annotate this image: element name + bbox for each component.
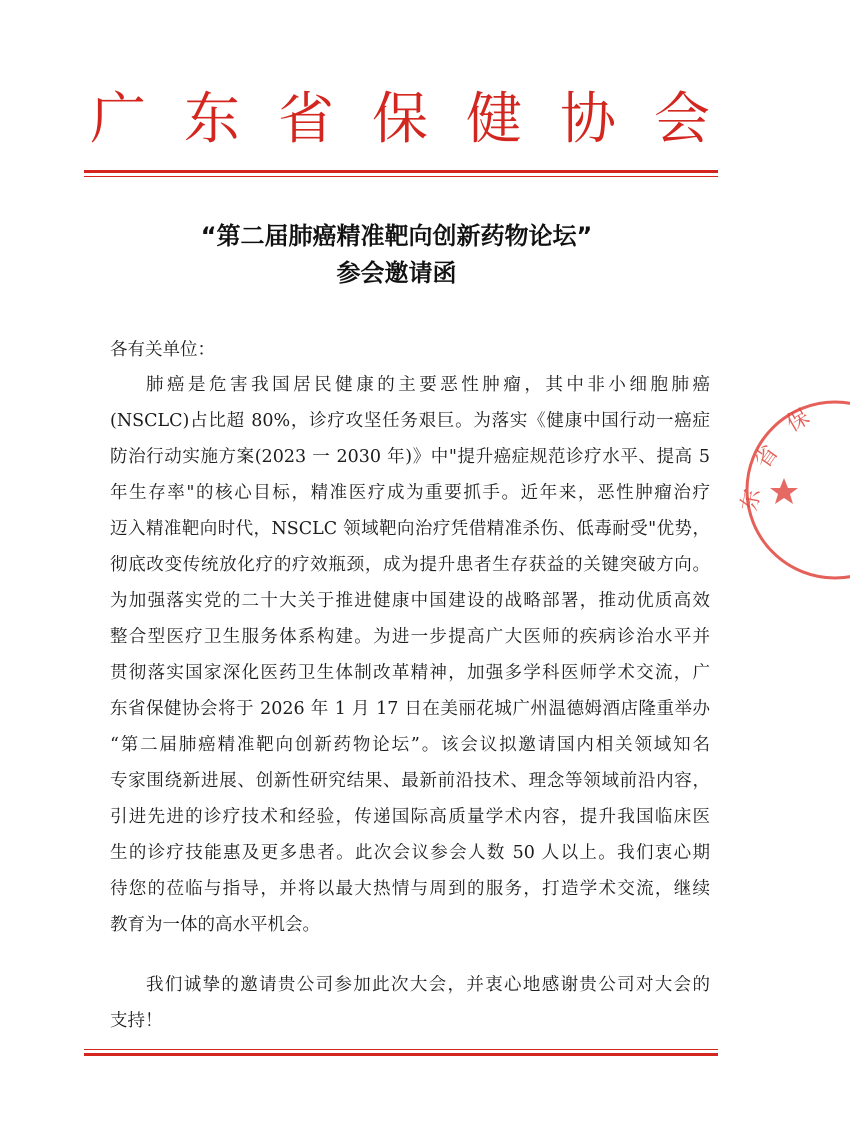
seal-graphic (737, 380, 850, 600)
closing-line: 我们诚挚的邀请贵公司参加此次大会，并衷心地感谢贵公司对大会的 (146, 975, 710, 995)
letterhead-char: 会 (654, 87, 710, 152)
body-line: 年生存率"的核心目标，精准医疗成为重要抓手。近年来，恶性肿瘤治疗 (110, 483, 710, 503)
footer-divider-thin (84, 1049, 718, 1050)
letterhead-char: 东 (184, 87, 240, 152)
body-line: 专家围绕新进展、创新性研究结果、最新前沿技术、理念等领域前沿内容， (110, 771, 710, 791)
body-line: “第二届肺癌精准靶向创新药物论坛”。该会议拟邀请国内相关领域知名 (110, 735, 710, 755)
letterhead-char: 协 (560, 87, 616, 152)
body-line: 待您的莅临与指导，并将以最大热情与周到的服务，打造学术交流，继续 (110, 879, 710, 899)
seal-star-icon (770, 478, 798, 504)
body-line: 肺癌是危害我国居民健康的主要恶性肿瘤，其中非小细胞肺癌 (146, 375, 710, 395)
body-line: 东省保健协会将于 2026 年 1 月 17 日在美丽花城广州温德姆酒店隆重举办 (110, 699, 710, 719)
body-line: 整合型医疗卫生服务体系构建。为进一步提高广大医师的疾病诊治水平并 (110, 627, 710, 647)
letterhead-char: 保 (372, 87, 428, 152)
salutation: 各有关单位： (110, 340, 215, 360)
document-title: “第二届肺癌精准靶向创新药物论坛” (200, 222, 593, 250)
seal-char: 保 (782, 404, 815, 438)
seal-char: 省 (750, 441, 784, 474)
seal-char: 东 (737, 487, 766, 514)
official-seal-stamp (737, 380, 815, 600)
letterhead-org-name (90, 84, 710, 156)
body-line: 迈入精准靶向时代，NSCLC 领域靶向治疗凭借精准杀伤、低毒耐受"优势， (110, 519, 710, 539)
letterhead-char: 广 (90, 87, 146, 152)
body-line: 教育为一体的高水平机会。 (110, 915, 320, 935)
body-line: (NSCLC)占比超 80%，诊疗攻坚任务艰巨。为落实《健康中国行动一癌症 (110, 411, 710, 431)
body-line: 为加强落实党的二十大关于推进健康中国建设的战略部署，推动优质高效 (110, 591, 710, 611)
letterhead-char: 健 (466, 87, 522, 152)
body-line: 引进先进的诊疗技术和经验，传递国际高质量学术内容，提升我国临床医 (110, 807, 710, 827)
body-line: 彻底改变传统放化疗的疗效瓶颈，成为提升患者生存获益的关键突破方向。 (110, 555, 710, 575)
body-line: 防治行动实施方案(2023 一 2030 年)》中"提升癌症规范诊疗水平、提高 5 (110, 447, 710, 467)
letterhead-divider-thick (84, 170, 718, 173)
letterhead-char: 省 (278, 87, 334, 152)
body-line: 贯彻落实国家深化医药卫生体制改革精神，加强多学科医师学术交流，广 (110, 663, 710, 683)
body-line: 生的诊疗技能惠及更多患者。此次会议参会人数 50 人以上。我们衷心期 (110, 843, 710, 863)
closing-line: 支持！ (110, 1011, 163, 1031)
document-subtitle: 参会邀请函 (336, 259, 457, 287)
footer-divider-thick (84, 1053, 718, 1056)
letterhead-divider-thin (84, 176, 718, 177)
